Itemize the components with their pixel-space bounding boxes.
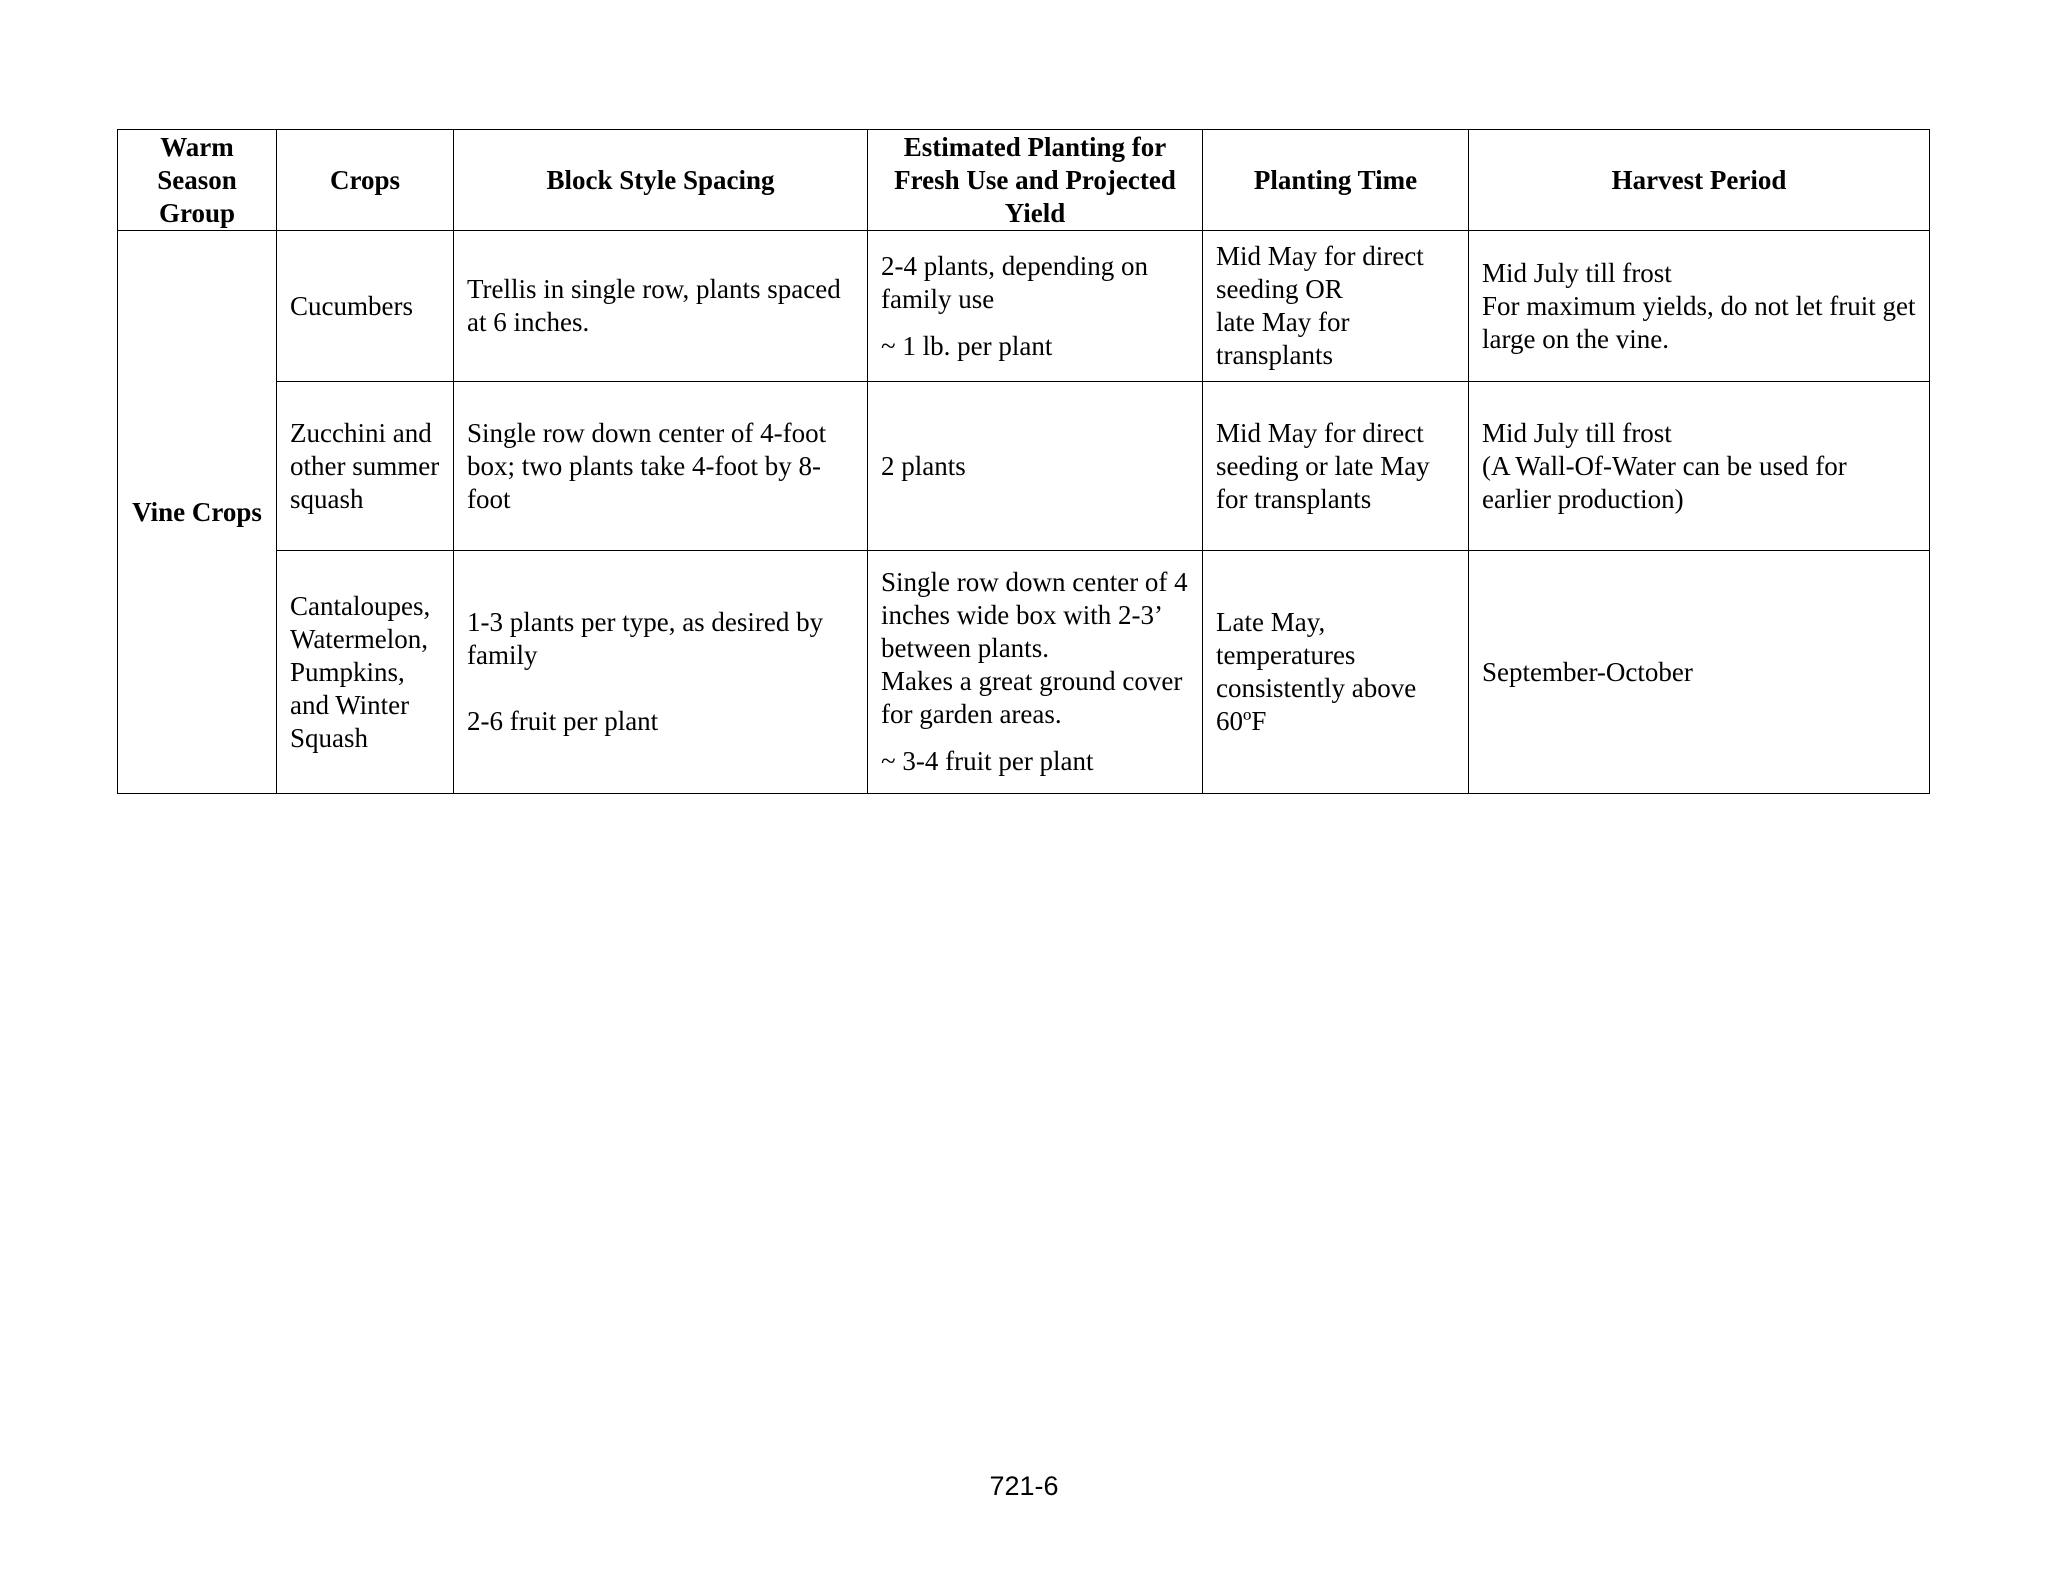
yield-text: ~ 3-4 fruit per plant — [881, 746, 1094, 776]
header-planting-time: Planting Time — [1203, 130, 1469, 231]
header-harvest-period: Harvest Period — [1469, 130, 1930, 231]
harvest-cell — [1469, 382, 1930, 551]
header-estimated-planting: Estimated Planting for Fresh Use and Projected Yield — [868, 130, 1203, 231]
planting-time-cell — [1203, 231, 1469, 382]
planting-time-cell — [1203, 551, 1469, 794]
table-row — [118, 382, 1930, 551]
harvest-note: For maximum yields, do not let fruit get large on the vine. — [1482, 290, 1916, 354]
harvest-text: Mid July till frost — [1482, 417, 1672, 448]
yield-text: ~ 1 lb. per plant — [881, 330, 1053, 361]
planting-time-text: Mid May for direct seeding OR — [1216, 241, 1424, 304]
harvest-cell — [1469, 551, 1930, 794]
spacing-cell — [454, 231, 868, 382]
table-row — [118, 551, 1930, 794]
spacing-text: Trellis in single row, plants spaced at 6 inches. — [467, 274, 841, 337]
planting-note: Makes a great ground cover for garden areas. — [881, 666, 1183, 729]
spacing-text: Single row down center of 4-foot box; two plants take 4-foot by 8-foot — [467, 417, 827, 514]
table-header-row — [118, 130, 1930, 231]
planting-text: 2 plants — [881, 450, 966, 481]
header-warm-season-group: Warm Season Group — [118, 130, 277, 231]
planting-time-cell — [1203, 382, 1469, 551]
crop-cell: Cucumbers — [277, 231, 454, 382]
harvest-note: (A Wall-Of-Water can be used for earlier production) — [1482, 450, 1847, 514]
planting-cell — [868, 382, 1203, 551]
spacing-cell — [454, 382, 868, 551]
header-crops: Crops — [277, 130, 454, 231]
spacing-text: 1-3 plants per type, as desired by family — [467, 607, 824, 670]
table-row — [118, 231, 1930, 382]
harvest-text: September-October — [1482, 656, 1693, 687]
vine-crops-table — [117, 129, 1930, 794]
crop-cell: Cantaloupes, Watermelon, Pumpkins, and Winter Squash — [277, 551, 454, 794]
group-cell-vine-crops: Vine Crops — [118, 231, 277, 794]
planting-text: 2-4 plants, depending on family use — [881, 250, 1148, 314]
yield-text: 2-6 fruit per plant — [467, 706, 659, 736]
harvest-text: Mid July till frost — [1482, 257, 1672, 288]
page-number: 721-6 — [989, 1471, 1059, 1501]
planting-time-text: Late May, temperatures consistently above 60ºF — [1216, 607, 1417, 736]
crop-cell: Zucchini and other summer squash — [277, 382, 454, 551]
planting-text: Single row down center of 4 inches wide box with 2-3’ between plants. — [881, 567, 1188, 663]
planting-time-text: late May for transplants — [1216, 307, 1350, 370]
planting-cell — [868, 231, 1203, 382]
header-block-style-spacing: Block Style Spacing — [454, 130, 868, 231]
harvest-cell — [1469, 231, 1930, 382]
planting-time-text: Mid May for direct seeding or late May for transplants — [1216, 417, 1430, 514]
spacing-cell — [454, 551, 868, 794]
planting-cell — [868, 551, 1203, 794]
